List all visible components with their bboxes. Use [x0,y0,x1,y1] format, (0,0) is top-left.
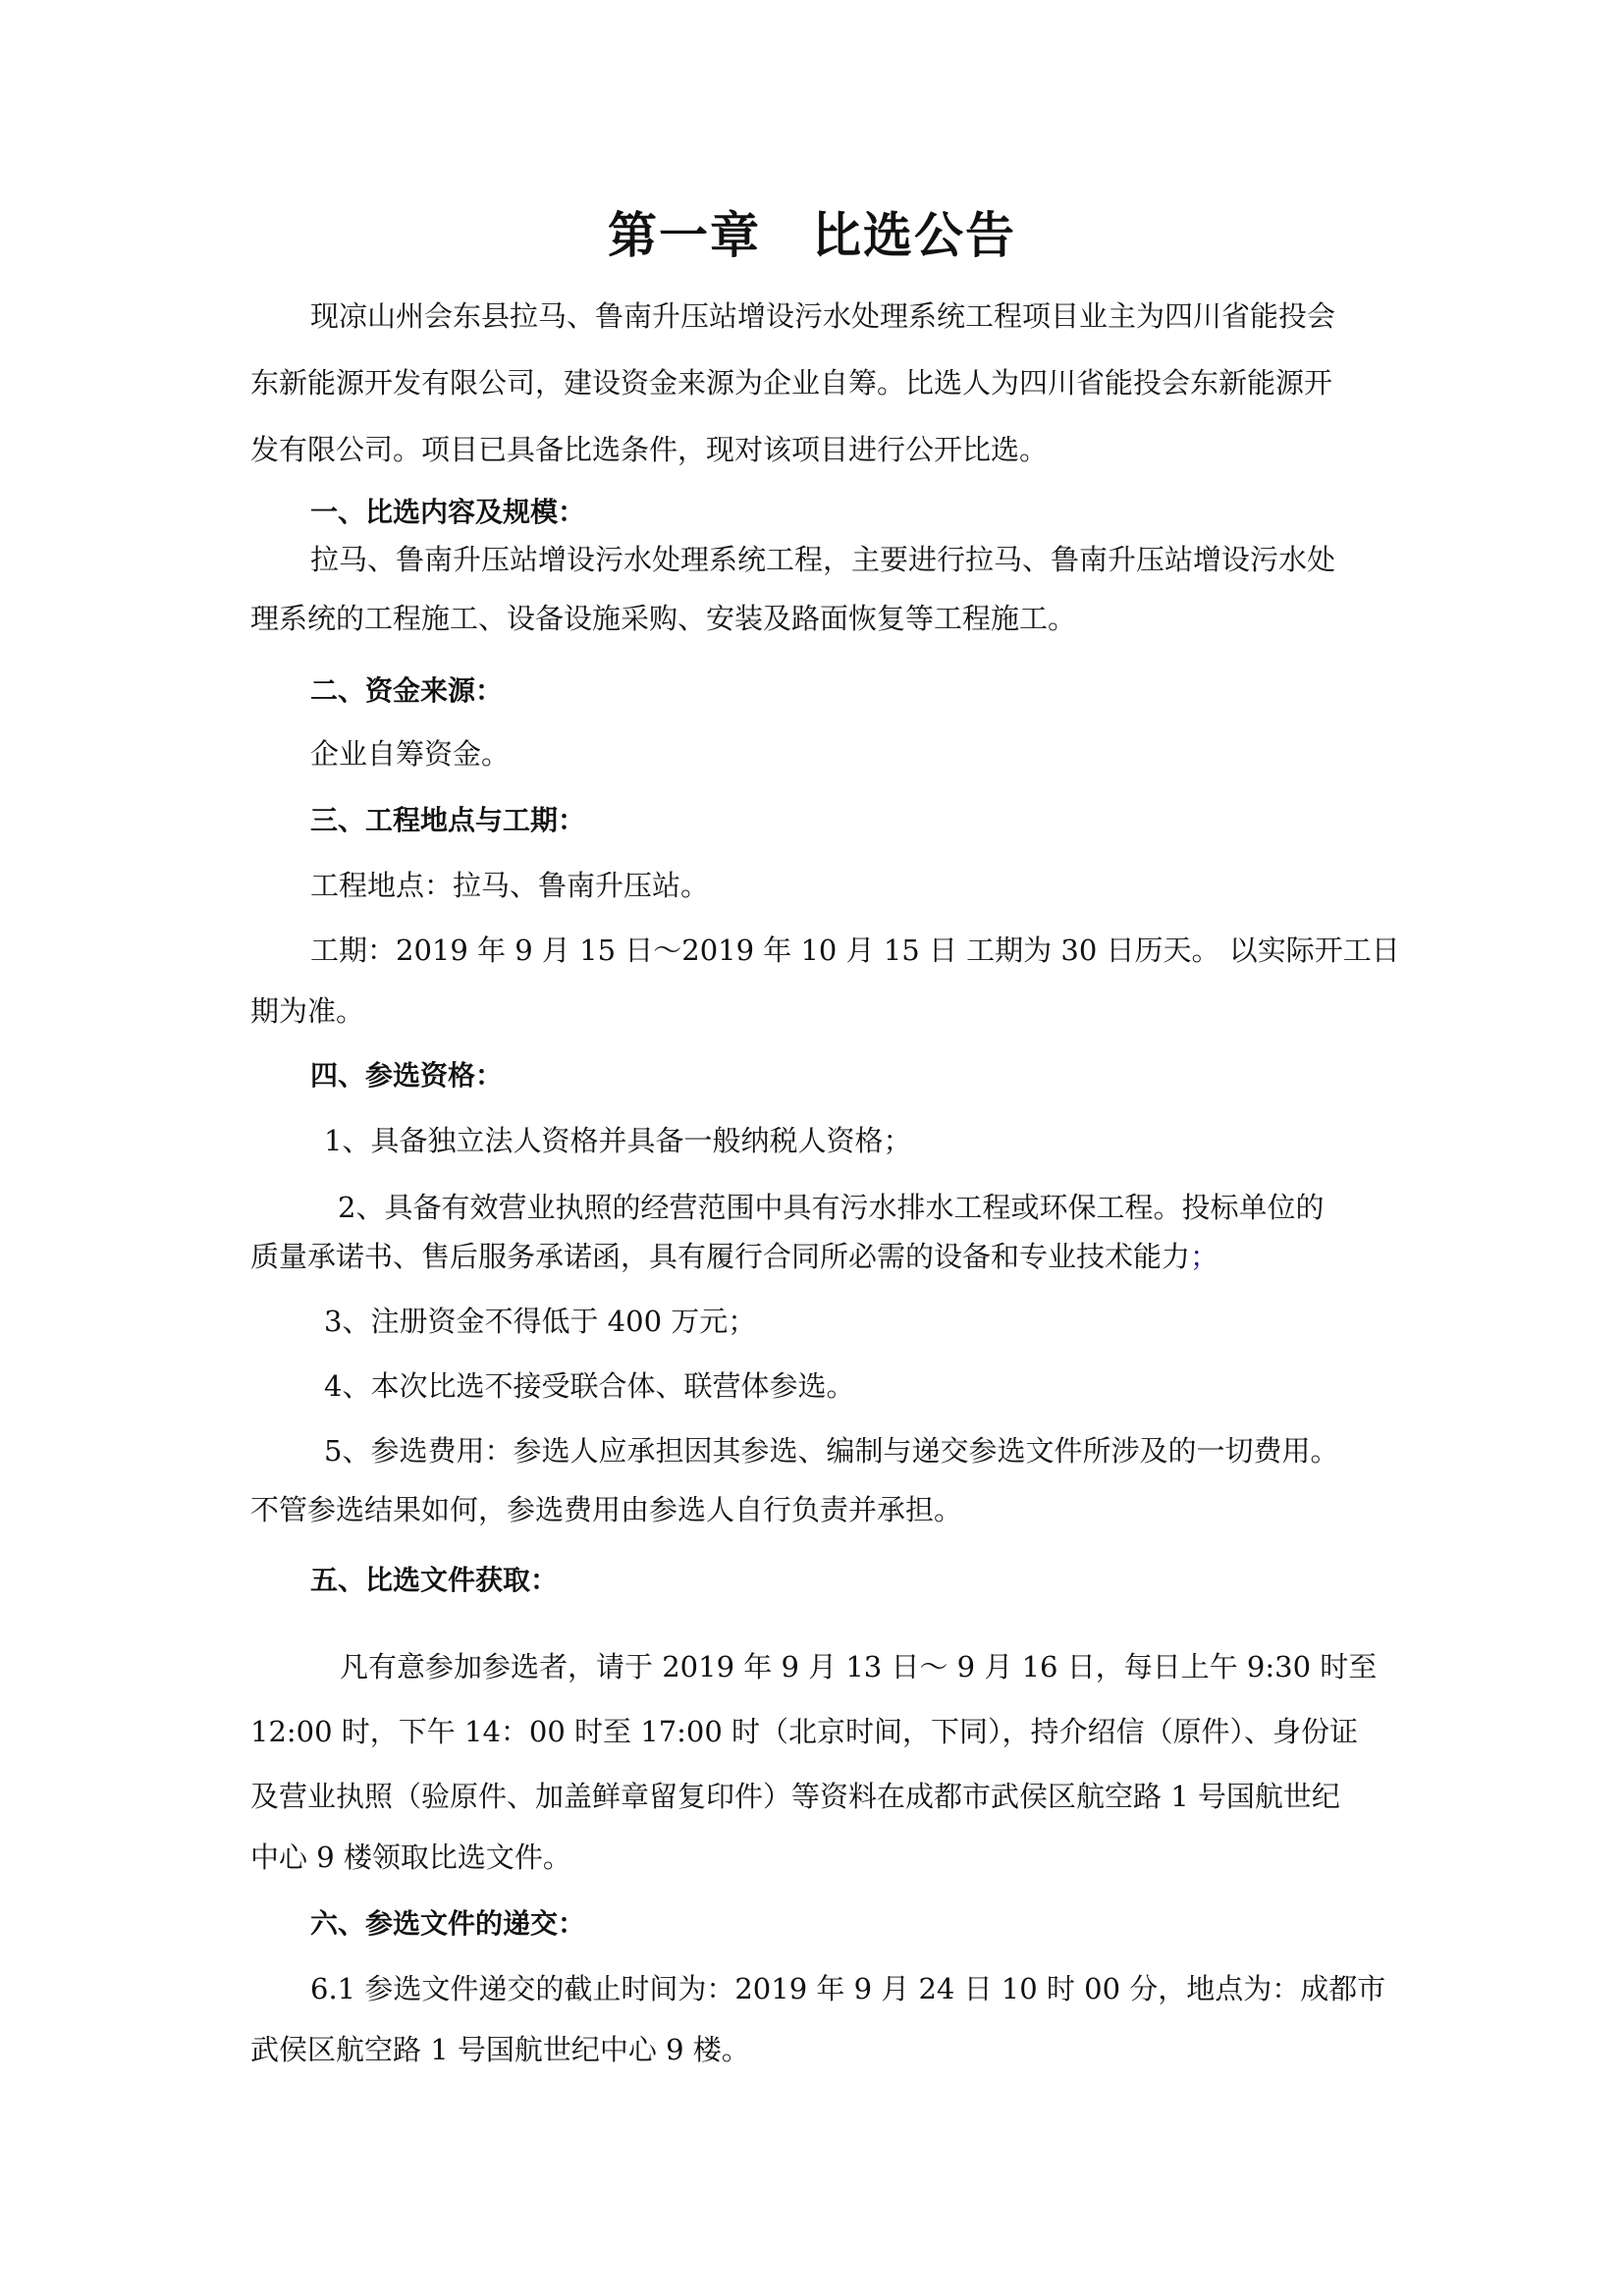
qualification-item-4: 4、本次比选不接受联合体、联营体参选。 [324,1369,855,1403]
qualification-item-5-line-2: 不管参选结果如何，参选费用由参选人自行负责并承担。 [250,1493,963,1526]
section-1-heading: 一、比选内容及规模： [310,496,586,528]
qualification-item-1: 1、具备独立法人资格并具备一般纳税人资格； [324,1124,912,1157]
page-title: 第一章 比选公告 [608,207,1016,264]
section-4-heading: 四、参选资格： [310,1059,504,1092]
section-5-heading: 五、比选文件获取： [310,1564,559,1596]
section-6-heading: 六、参选文件的递交： [310,1907,586,1940]
section-5-line-4: 中心 9 楼领取比选文件。 [250,1841,571,1874]
section-5-line-2: 12:00 时，下午 14：00 时至 17:00 时（北京时间，下同），持介绍信（原件）、身份证 [250,1715,1359,1748]
section-3-location: 工程地点：拉马、鲁南升压站。 [310,869,710,902]
qualification-item-3: 3、注册资金不得低于 400 万元； [324,1305,757,1338]
qualification-item-2-line-2-text: 质量承诺书、售后服务承诺函，具有履行合同所必需的设备和专业技术能力 [250,1240,1191,1273]
section-1-line-2: 理系统的工程施工、设备设施采购、安装及路面恢复等工程施工。 [250,602,1077,635]
section-6-line-1: 6.1 参选文件递交的截止时间为：2019 年 9 月 24 日 10 时 00 分，地点为：成都市 [310,1972,1386,2005]
section-6-line-2: 武侯区航空路 1 号国航世纪中心 9 楼。 [250,2033,750,2066]
section-5-line-1: 凡有意参加参选者，请于 2019 年 9 月 13 日～ 9 月 16 日，每日上午 9:30 时至 [340,1650,1378,1683]
intro-line-1: 现凉山州会东县拉马、鲁南升压站增设污水处理系统工程项目业主为四川省能投会 [310,299,1336,333]
section-3-heading: 三、工程地点与工期： [310,804,586,836]
intro-line-3: 发有限公司。项目已具备比选条件，现对该项目进行公开比选。 [250,433,1049,466]
section-1-line-1: 拉马、鲁南升压站增设污水处理系统工程，主要进行拉马、鲁南升压站增设污水处 [310,543,1336,576]
qualification-item-2-line-1: 2、具备有效营业执照的经营范围中具有污水排水工程或环保工程。投标单位的 [338,1191,1325,1224]
qualification-item-5-line-1: 5、参选费用：参选人应承担因其参选、编制与递交参选文件所涉及的一切费用。 [324,1434,1339,1468]
section-3-period-line-1: 工期：2019 年 9 月 15 日～2019 年 10 月 15 日 工期为 30 日历天。 以实际开工日 [310,934,1400,967]
section-2-heading: 二、资金来源： [310,674,504,707]
qualification-item-2-line-2-end: ； [1190,1240,1219,1273]
qualification-item-2-line-2 [250,1235,1218,1275]
intro-line-2: 东新能源开发有限公司，建设资金来源为企业自筹。比选人为四川省能投会东新能源开 [250,366,1333,400]
section-2-line-1: 企业自筹资金。 [310,737,511,771]
section-3-period-line-2: 期为准。 [250,994,365,1028]
section-5-line-3: 及营业执照（验原件、加盖鲜章留复印件）等资料在成都市武侯区航空路 1 号国航世纪 [250,1780,1340,1813]
